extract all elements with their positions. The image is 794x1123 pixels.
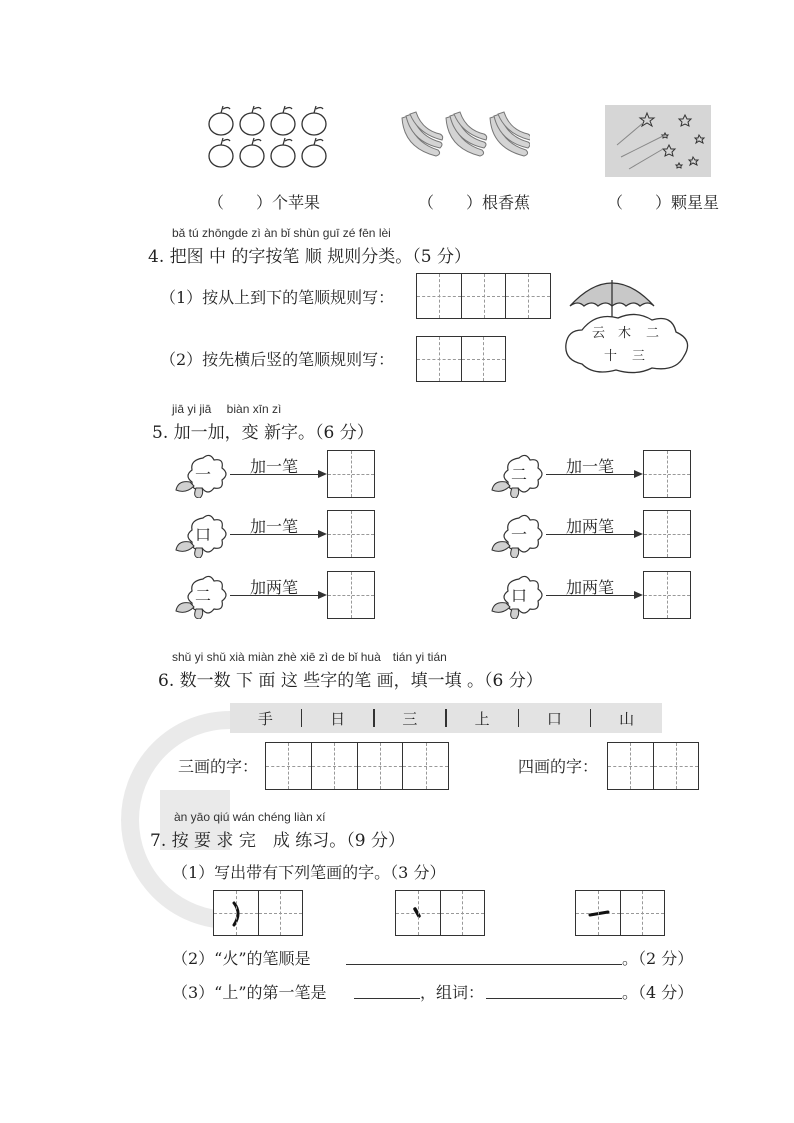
q5-label-2: 加一笔 — [566, 457, 615, 476]
q5-char-4: 一 — [510, 525, 527, 544]
q7-sub3-blank-1[interactable] — [354, 998, 420, 999]
bananas-caption: （ ）根香蕉 — [418, 193, 531, 212]
q5-label-6: 加两笔 — [566, 578, 615, 597]
cloud-char-mu: 木 — [618, 326, 632, 341]
q5-flower-4 — [490, 512, 546, 558]
q7-sub2-blank[interactable] — [346, 964, 622, 965]
q7-sub2-end: 。（2 分） — [622, 949, 694, 968]
q5-arrowhead-5 — [318, 591, 327, 599]
q5-box-4[interactable] — [643, 510, 691, 558]
q5-char-1: 一 — [194, 465, 211, 484]
q4-pinyin: bǎ tú zhōngde zì àn bǐ shùn guī zé fēn lèi — [172, 226, 391, 240]
q7-sub3-blank-2[interactable] — [486, 998, 622, 999]
q5-box-2[interactable] — [643, 450, 691, 498]
q5-arrowhead-3 — [318, 530, 327, 538]
q5-box-6[interactable] — [643, 571, 691, 619]
q5-label-5: 加两笔 — [250, 578, 299, 597]
q5-box-3[interactable] — [327, 510, 375, 558]
q5-label-4: 加两笔 — [566, 517, 615, 536]
q4-grid-1[interactable] — [416, 273, 551, 319]
bananas-image — [398, 108, 530, 168]
q6-four-grid[interactable] — [607, 742, 699, 790]
q4-item2: （2）按先横后竖的笔顺规则写： — [160, 350, 395, 369]
q7-pinyin: àn yāo qiú wán chéng liàn xí — [174, 810, 326, 824]
stars-image — [605, 105, 711, 177]
q4-item1: （1）按从上到下的笔顺规则写： — [160, 288, 395, 307]
q5-char-3: 口 — [194, 525, 211, 544]
q5-title: 5. 加一加，变 新字。（6 分） — [152, 423, 374, 443]
q6-char-4: 上 — [474, 709, 490, 728]
q7-grid-2[interactable] — [395, 890, 485, 936]
q6-four-label: 四画的字： — [518, 757, 599, 776]
cloud-char-san: 三 — [632, 349, 646, 364]
q5-arrowhead-4 — [634, 530, 643, 538]
q5-flower-3 — [174, 512, 230, 558]
q6-three-grid[interactable] — [265, 742, 449, 790]
q5-arrowhead-1 — [318, 470, 327, 478]
q6-char-6: 山 — [619, 709, 635, 728]
cloud-char-shi: 十 — [604, 349, 618, 364]
q4-grid-2[interactable] — [416, 336, 506, 382]
q7-title: 7. 按 要 求 完 成 练习。（9 分） — [150, 831, 405, 851]
q5-box-5[interactable] — [327, 571, 375, 619]
q6-three-label: 三画的字： — [178, 757, 259, 776]
apples-caption: （ ）个苹果 — [208, 193, 321, 212]
q6-char-2: 日 — [330, 709, 346, 728]
q5-box-1[interactable] — [327, 450, 375, 498]
q6-title: 6. 数一数 下 面 这 些字的笔 画，填一填 。（6 分） — [158, 671, 543, 691]
q6-char-5: 口 — [546, 709, 562, 728]
q4-title: 4. 把图 中 的字按笔 顺 规则分类。（5 分） — [148, 247, 471, 267]
q5-flower-2 — [490, 452, 546, 498]
q5-label-1: 加一笔 — [250, 457, 299, 476]
q7-sub1: （1）写出带有下列笔画的字。（3 分） — [172, 863, 446, 882]
q6-char-3: 三 — [402, 709, 418, 728]
q5-pinyin: jiā yi jiā biàn xīn zì — [172, 402, 282, 416]
q5-label-3: 加一笔 — [250, 517, 299, 536]
q7-sub3-label: （3）“上”的第一笔是 — [172, 983, 327, 1002]
q7-sub2-label: （2）“火”的笔顺是 — [172, 949, 311, 968]
q5-flower-1 — [174, 452, 230, 498]
q5-arrowhead-2 — [634, 470, 643, 478]
q7-grid-1[interactable] — [213, 890, 303, 936]
q5-char-5: 二 — [194, 586, 211, 605]
q6-char-strip — [230, 703, 662, 733]
q5-flower-5 — [174, 573, 230, 619]
q7-grid-3[interactable] — [575, 890, 665, 936]
q5-char-2: 二 — [510, 465, 527, 484]
q6-pinyin: shǔ yi shǔ xià miàn zhè xiē zì de bǐ huà tián yi tián — [172, 650, 447, 664]
q5-arrowhead-6 — [634, 591, 643, 599]
q5-char-6: 口 — [510, 586, 527, 605]
cloud-char-er: 二 — [646, 326, 660, 341]
apples-image — [206, 104, 330, 176]
stars-caption: （ ）颗星星 — [607, 193, 720, 212]
q7-sub3-end: 。（4 分） — [622, 983, 694, 1002]
cloud-char-yun: 云 — [592, 326, 606, 341]
q7-sub3-mid: ，组词： — [420, 983, 485, 1002]
q5-flower-6 — [490, 573, 546, 619]
q6-char-1: 手 — [257, 709, 273, 728]
